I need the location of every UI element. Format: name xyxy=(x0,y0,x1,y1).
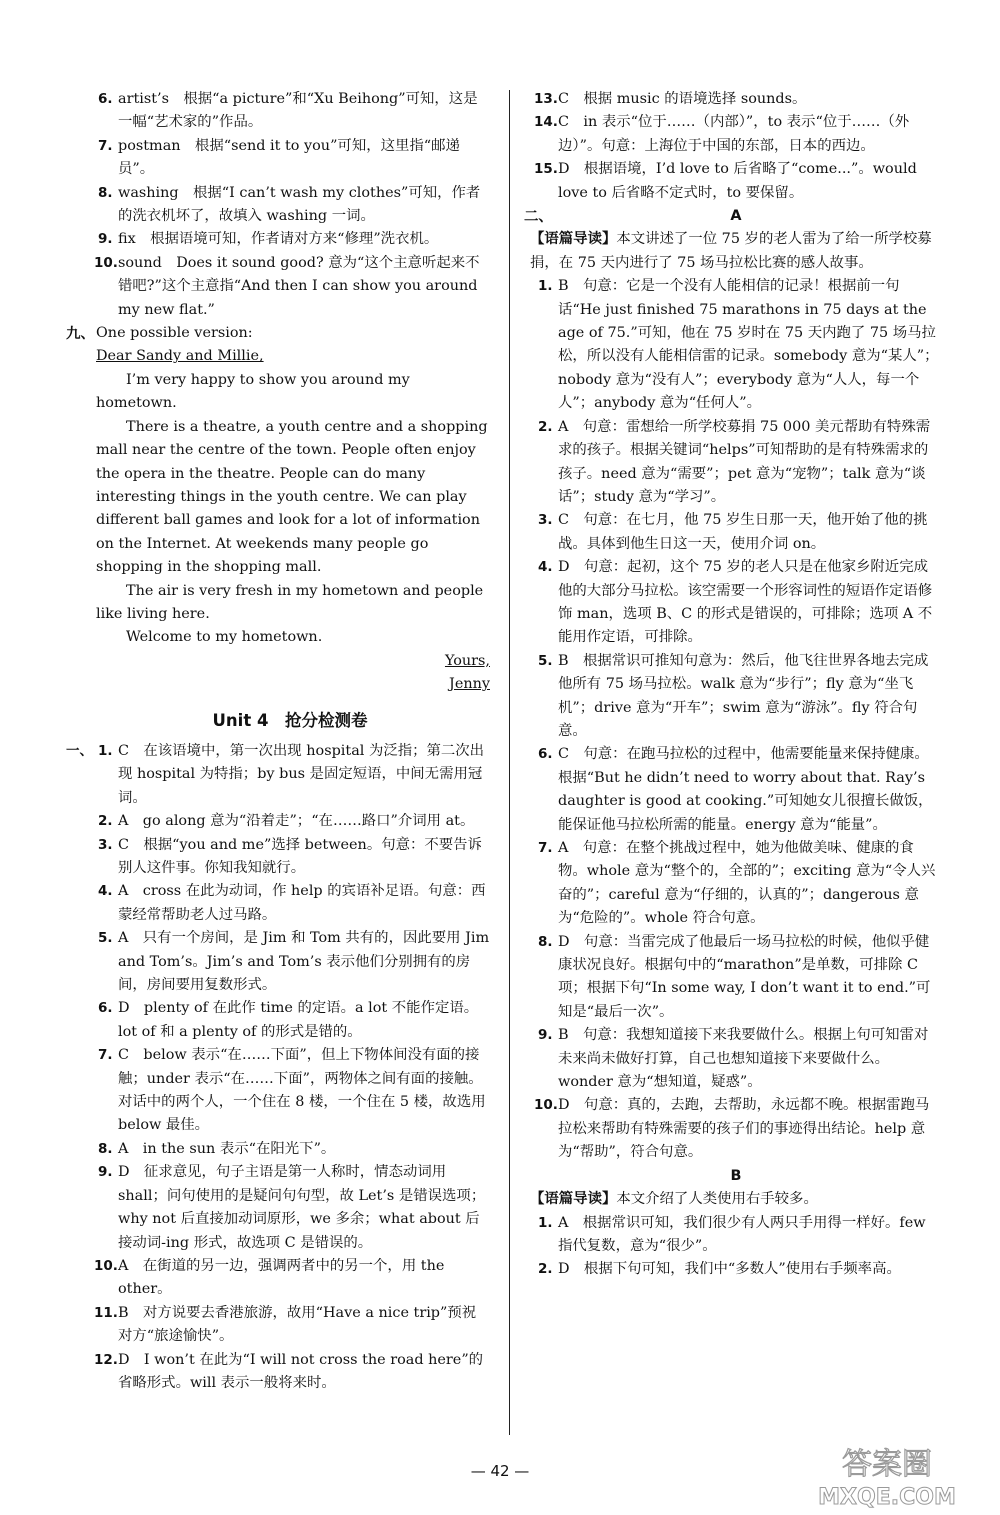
page-number: — 42 — xyxy=(470,1462,530,1480)
answer-item: 8. washing 根据“I can’t wash my clothes”可知，作者的洗衣机坏了，故填入 washing 一词。 xyxy=(98,184,481,225)
part-a-heading: A xyxy=(730,208,742,225)
watermark-logo xyxy=(802,1440,972,1512)
section-9 xyxy=(66,322,490,345)
answer-item: 13. C 根据 music 的语境选择 sounds。 xyxy=(534,91,807,107)
watermark-line1: 答案圈 xyxy=(842,1447,932,1482)
answer-text: postman 根据“send it to you”可知，这里指“邮递员”。 xyxy=(118,137,460,178)
answer-text: D 句意：当雷完成了他最后一场马拉松的时候，他似乎健康状况良好。根据句中的“marathon”是单数，可排除 C 项；根据下句“In some way, I don’t want it to end.”可知是“最后一次”。 xyxy=(558,933,931,1020)
answer-text: C 句意：在七月，他 75 岁生日那一天，他开始了他的挑战。具体到他生日这一天，使用介词 on。 xyxy=(558,512,928,552)
answer-text: B 根据常识可推知句意为：然后，他飞往世界各地去完成他所有 75 场马拉松。walk 意为“步行”；fly 意为“坐飞机”；drive 意为“开车”；swim 意为“游泳”。fly 符合句意。 xyxy=(558,652,929,739)
letter-closing: Yours, xyxy=(444,652,490,669)
left-column xyxy=(66,88,490,1395)
watermark-line2: MXQE.COM xyxy=(818,1485,956,1510)
answer-item: 6. D plenty of 在此作 time 的定语。a lot 不能作定语。lot of 和 a plenty of 的形式是错的。 xyxy=(98,1000,479,1040)
answer-item: 1. A 根据常识可知，我们很少有人两只手用得一样好。few 指代复数，意为“很少”。 xyxy=(538,1214,926,1254)
letter-paragraph: The air is very fresh in my hometown and people like living here. xyxy=(96,582,484,622)
answer-text: C 根据“you and me”选择 between。句意：不要告诉别人这件事。你知我知就行。 xyxy=(118,836,482,876)
section-2-header xyxy=(524,205,942,228)
answer-item: 10. sound Does it sound good? 意为“这个主意听起来不错吧?”这个主意指“And then I can show you around my new flat.” xyxy=(94,254,480,318)
sample-letter xyxy=(90,345,490,696)
answer-text: C 句意：在跑马拉松的过程中，他需要能量来保持健康。根据“But he didn’t need to worry about that. Ray’s daughter is good at cooking.”可知她女儿很擅长做饭，能保证他马拉松所需的能量。energy 意为“能量”。 xyxy=(558,746,933,833)
answer-text: D I won’t 在此为“I will not cross the road here”的省略形式。will 表示一般将来时。 xyxy=(118,1351,484,1391)
answer-text: B 句意：我想知道接下来我要做什么。根据上句可知雷对未来尚未做好打算，自己也想知道接下来要做什么。wonder 意为“想知道，疑惑”。 xyxy=(558,1027,929,1091)
answer-item: 5. B 根据常识可推知句意为：然后，他飞往世界各地去完成他所有 75 场马拉松。walk 意为“步行”；fly 意为“坐飞机”；drive 意为“开车”；swim 意为“游泳”。fly 符合句意。 xyxy=(538,652,929,739)
answer-item: 一、 1. C 在该语境中，第一次出现 hospital 为泛指；第二次出现 hospital 为特指；by bus 是固定短语，中间无需用冠词。 xyxy=(90,740,490,810)
answer-item: 3. C 句意：在七月，他 75 岁生日那一天，他开始了他的挑战。具体到他生日这一天，使用介词 on。 xyxy=(538,512,928,552)
answer-item: 5. A 只有一个房间，是 Jim 和 Tom 共有的，因此要用 Jim and Tom’s。Jim’s and Tom’s 表示他们分别拥有的房间，房间要用复数形式。 xyxy=(98,930,490,994)
part-b-heading: B xyxy=(730,1167,742,1184)
answer-text: C in 表示“位于……（内部）”，to 表示“位于……（外边）”。句意：上海位于中国的东部，日本的西边。 xyxy=(558,114,910,154)
letter-paragraph: I’m very happy to show you around my hometown. xyxy=(96,371,410,412)
answer-text: C below 表示“在……下面”，但上下物体间没有面的接触；under 表示“在……下面”，两物体之间有面的接触。对话中的两个人，一个住在 8 楼，一个住在 5 楼，故选用 below 最佳。 xyxy=(118,1047,486,1134)
letter-signature: Jenny xyxy=(449,676,490,693)
answer-text: D 句意：真的，去跑，去帮助，永远都不晚。根据雷跑马拉松来帮助有特殊需要的孩子们的事迹得出结论。help 意为“帮助”，符合句意。 xyxy=(558,1097,930,1161)
unit-title: Unit 4 抢分检测卷 xyxy=(212,710,368,730)
answer-item: 8. D 句意：当雷完成了他最后一场马拉松的时候，他似乎健康状况良好。根据句中的“marathon”是单数，可排除 C 项；根据下句“In some way, I don’t want it to end.”可知是“最后一次”。 xyxy=(538,933,931,1020)
answer-item: 7. A 句意：在整个挑战过程中，她为他做美味、健康的食物。whole 意为“整个的，全部的”；exciting 意为“令人兴奋的”；careful 意为“仔细的，认真的”；dangerous 意为“危险的”。whole 符合句意。 xyxy=(538,840,936,927)
letter-greeting: Dear Sandy and Millie, xyxy=(96,348,264,365)
answer-text: washing 根据“I can’t wash my clothes”可知，作者的洗衣机坏了，故填入 washing 一词。 xyxy=(118,184,481,225)
answer-item: 2. A 句意：雷想给一所学校募捐 75 000 美元帮助有特殊需求的孩子。根据关键词“helps”可知帮助的是有特殊需求的孩子。need 意为“需要”；pet 意为“宠物”；talk 意为“谈话”；study 意为“学习”。 xyxy=(538,418,931,505)
answer-text: C 根据 music 的语境选择 sounds。 xyxy=(558,91,807,107)
guide-label: 【语篇导读】 xyxy=(530,1191,617,1208)
reading-guide-a xyxy=(530,228,942,275)
answer-item: 6. artist’s 根据“a picture”和“Xu Beihong”可知，这是一幅“艺术家的”作品。 xyxy=(98,91,478,131)
answer-text: A go along 意为“沿着走”；“在……路口”介词用 at。 xyxy=(118,813,475,830)
answer-item: 4. A cross 在此为动词，作 help 的宾语补足语。句意：西蒙经常帮助老人过马路。 xyxy=(98,883,486,923)
answer-item: 15. D 根据语境，I’d love to 后省略了“come...”。would love to 后省略不定式时，to 要保留。 xyxy=(534,161,917,201)
right-column xyxy=(524,88,942,1282)
answer-item: 4. D 句意：起初，这个 75 岁的老人只是在他家乡附近完成他的大部分马拉松。该空需要一个形容词性的短语作定语修饰 man，选项 B、C 的形式是错误的，可排除；选项 A 不能用作定语，可排除。 xyxy=(538,559,933,646)
section-mark: 九、 xyxy=(66,325,95,343)
answer-item: 7. C below 表示“在……下面”，但上下物体间没有面的接触；under 表示“在……下面”，两物体之间有面的接触。对话中的两个人，一个住在 8 楼，一个住在 5 楼，故选用 below 最佳。 xyxy=(98,1047,486,1134)
answer-text: fix 根据语境可知，作者请对方来“修理”洗衣机。 xyxy=(118,231,439,248)
answer-item: 6. C 句意：在跑马拉松的过程中，他需要能量来保持健康。根据“But he didn’t need to worry about that. Ray’s daughter is good at cooking.”可知她女儿很擅长做饭，能保证他马拉松所需的能量。energy 意为“能量”。 xyxy=(538,746,933,833)
answer-text: A 根据常识可知，我们很少有人两只手用得一样好。few 指代复数，意为“很少”。 xyxy=(558,1214,926,1254)
answer-item: 11. B 对方说要去香港旅游，故用“Have a nice trip”预祝对方“旅途愉快”。 xyxy=(94,1304,477,1345)
answer-text: artist’s 根据“a picture”和“Xu Beihong”可知，这是一幅“艺术家的”作品。 xyxy=(118,91,478,131)
answer-text: A 只有一个房间，是 Jim 和 Tom 共有的，因此要用 Jim and Tom’s。Jim’s and Tom’s 表示他们分别拥有的房间，房间要用复数形式。 xyxy=(118,930,490,994)
answer-text: A 句意：雷想给一所学校募捐 75 000 美元帮助有特殊需求的孩子。根据关键词“helps”可知帮助的是有特殊需求的孩子。need 意为“需要”；pet 意为“宠物”；talk 意为“谈话”；study 意为“学习”。 xyxy=(558,418,931,505)
answer-text: A 句意：在整个挑战过程中，她为他做美味、健康的食物。whole 意为“整个的，全部的”；exciting 意为“令人兴奋的”；careful 意为“仔细的，认真的”；dangerous 意为“危险的”。whole 符合句意。 xyxy=(558,840,936,927)
answer-item: 9. fix 根据语境可知，作者请对方来“修理”洗衣机。 xyxy=(98,231,439,248)
answer-text: A in the sun 表示“在阳光下”。 xyxy=(118,1140,336,1157)
section-mark: 二、 xyxy=(524,208,553,226)
answer-text: C 在该语境中，第一次出现 hospital 为泛指；第二次出现 hospital 为特指；by bus 是固定短语，中间无需用冠词。 xyxy=(118,742,485,806)
answer-item: 10. D 句意：真的，去跑，去帮助，永远都不晚。根据雷跑马拉松来帮助有特殊需要的孩子们的事迹得出结论。help 意为“帮助”，符合句意。 xyxy=(534,1097,930,1161)
reading-guide-b xyxy=(530,1188,942,1211)
answer-text: A 在街道的另一边，强调两者中的另一个，用 the other。 xyxy=(118,1257,445,1298)
answer-text: D 根据下句可知，我们中“多数人”使用右手频率高。 xyxy=(558,1261,901,1278)
column-divider xyxy=(509,90,510,1435)
answer-text: B 对方说要去香港旅游，故用“Have a nice trip”预祝对方“旅途愉快”。 xyxy=(118,1304,477,1345)
answer-text: D plenty of 在此作 time 的定语。a lot 不能作定语。lot of 和 a plenty of 的形式是错的。 xyxy=(118,1000,479,1040)
answer-item: 3. C 根据“you and me”选择 between。句意：不要告诉别人这件事。你知我知就行。 xyxy=(98,836,482,876)
guide-label: 【语篇导读】 xyxy=(530,231,617,248)
answer-text: D 句意：起初，这个 75 岁的老人只是在他家乡附近完成他的大部分马拉松。该空需要一个形容词性的短语作定语修饰 man，选项 B、C 的形式是错误的，可排除；选项 A 不能用作定语，可排除。 xyxy=(558,559,933,646)
answer-item: 14. C in 表示“位于……（内部）”，to 表示“位于……（外边）”。句意：上海位于中国的东部，日本的西边。 xyxy=(534,114,910,154)
answer-item: 7. postman 根据“send it to you”可知，这里指“邮递员”。 xyxy=(98,137,460,178)
answer-item: 2. D 根据下句可知，我们中“多数人”使用右手频率高。 xyxy=(538,1261,901,1278)
letter-paragraph: There is a theatre, a youth centre and a shopping mall near the centre of the town. People often enjoy the opera in the theatre. People can do many interesting things in the youth centre. We can play different ball games and look for a lot of information on the Internet. At weekends many people go shopping in the shopping mall. xyxy=(96,418,488,576)
answer-text: sound Does it sound good? 意为“这个主意听起来不错吧?”这个主意指“And then I can show you around my new flat.” xyxy=(118,254,480,318)
answer-item: 9. D 征求意见，句子主语是第一人称时，情态动词用 shall；问句使用的是疑问句句型，故 Let’s 是错误选项；why not 后直接加动词原形，we 多余；what about 后接动词-ing 形式，故选项 C 是错误的。 xyxy=(98,1164,486,1251)
answer-item: 8. A in the sun 表示“在阳光下”。 xyxy=(98,1140,336,1157)
section-lead: One possible version: xyxy=(96,325,253,342)
answer-item: 10. A 在街道的另一边，强调两者中的另一个，用 the other。 xyxy=(94,1257,445,1298)
answer-text: A cross 在此为动词，作 help 的宾语补足语。句意：西蒙经常帮助老人过马路。 xyxy=(118,883,486,923)
letter-paragraph: Welcome to my hometown. xyxy=(126,629,323,646)
answer-text: D 根据语境，I’d love to 后省略了“come...”。would love to 后省略不定式时，to 要保留。 xyxy=(558,161,917,201)
answer-item: 1. B 句意：它是一个没有人能相信的记录！根据前一句话“He just finished 75 marathons in 75 days at the age of 75.”可知，他在 75 岁时在 75 天内跑了 75 场马拉松，所以没有人能相信雷的记录。somebody 意为“某人”；nobody 意为“没有人”；everybody 意为“人人，每一个人”；anybody 意为“任何人”。 xyxy=(538,278,939,412)
answer-text: B 句意：它是一个没有人能相信的记录！根据前一句话“He just finished 75 marathons in 75 days at the age of 75.”可知，他在 75 岁时在 75 天内跑了 75 场马拉松，所以没有人能相信雷的记录。somebody 意为“某人”；nobody 意为“没有人”；everybody 意为“人人，每一个人”；anybody 意为“任何人”。 xyxy=(558,278,939,412)
guide-text: 本文介绍了人类使用右手较多。 xyxy=(616,1191,818,1208)
answer-text: D 征求意见，句子主语是第一人称时，情态动词用 shall；问句使用的是疑问句句型，故 Let’s 是错误选项；why not 后直接加动词原形，we 多余；what about 后接动词-ing 形式，故选项 C 是错误的。 xyxy=(118,1164,486,1251)
answer-item: 2. A go along 意为“沿着走”；“在……路口”介词用 at。 xyxy=(98,813,475,830)
answer-item: 12. D I won’t 在此为“I will not cross the road here”的省略形式。will 表示一般将来时。 xyxy=(94,1351,484,1391)
guide-text: 本文讲述了一位 75 岁的老人雷为了给一所学校募捐，在 75 天内进行了 75 场马拉松比赛的感人故事。 xyxy=(530,231,932,271)
section-mark: 一、 xyxy=(66,742,93,759)
answer-item: 9. B 句意：我想知道接下来我要做什么。根据上句可知雷对未来尚未做好打算，自己也想知道接下来要做什么。wonder 意为“想知道，疑惑”。 xyxy=(538,1027,929,1091)
